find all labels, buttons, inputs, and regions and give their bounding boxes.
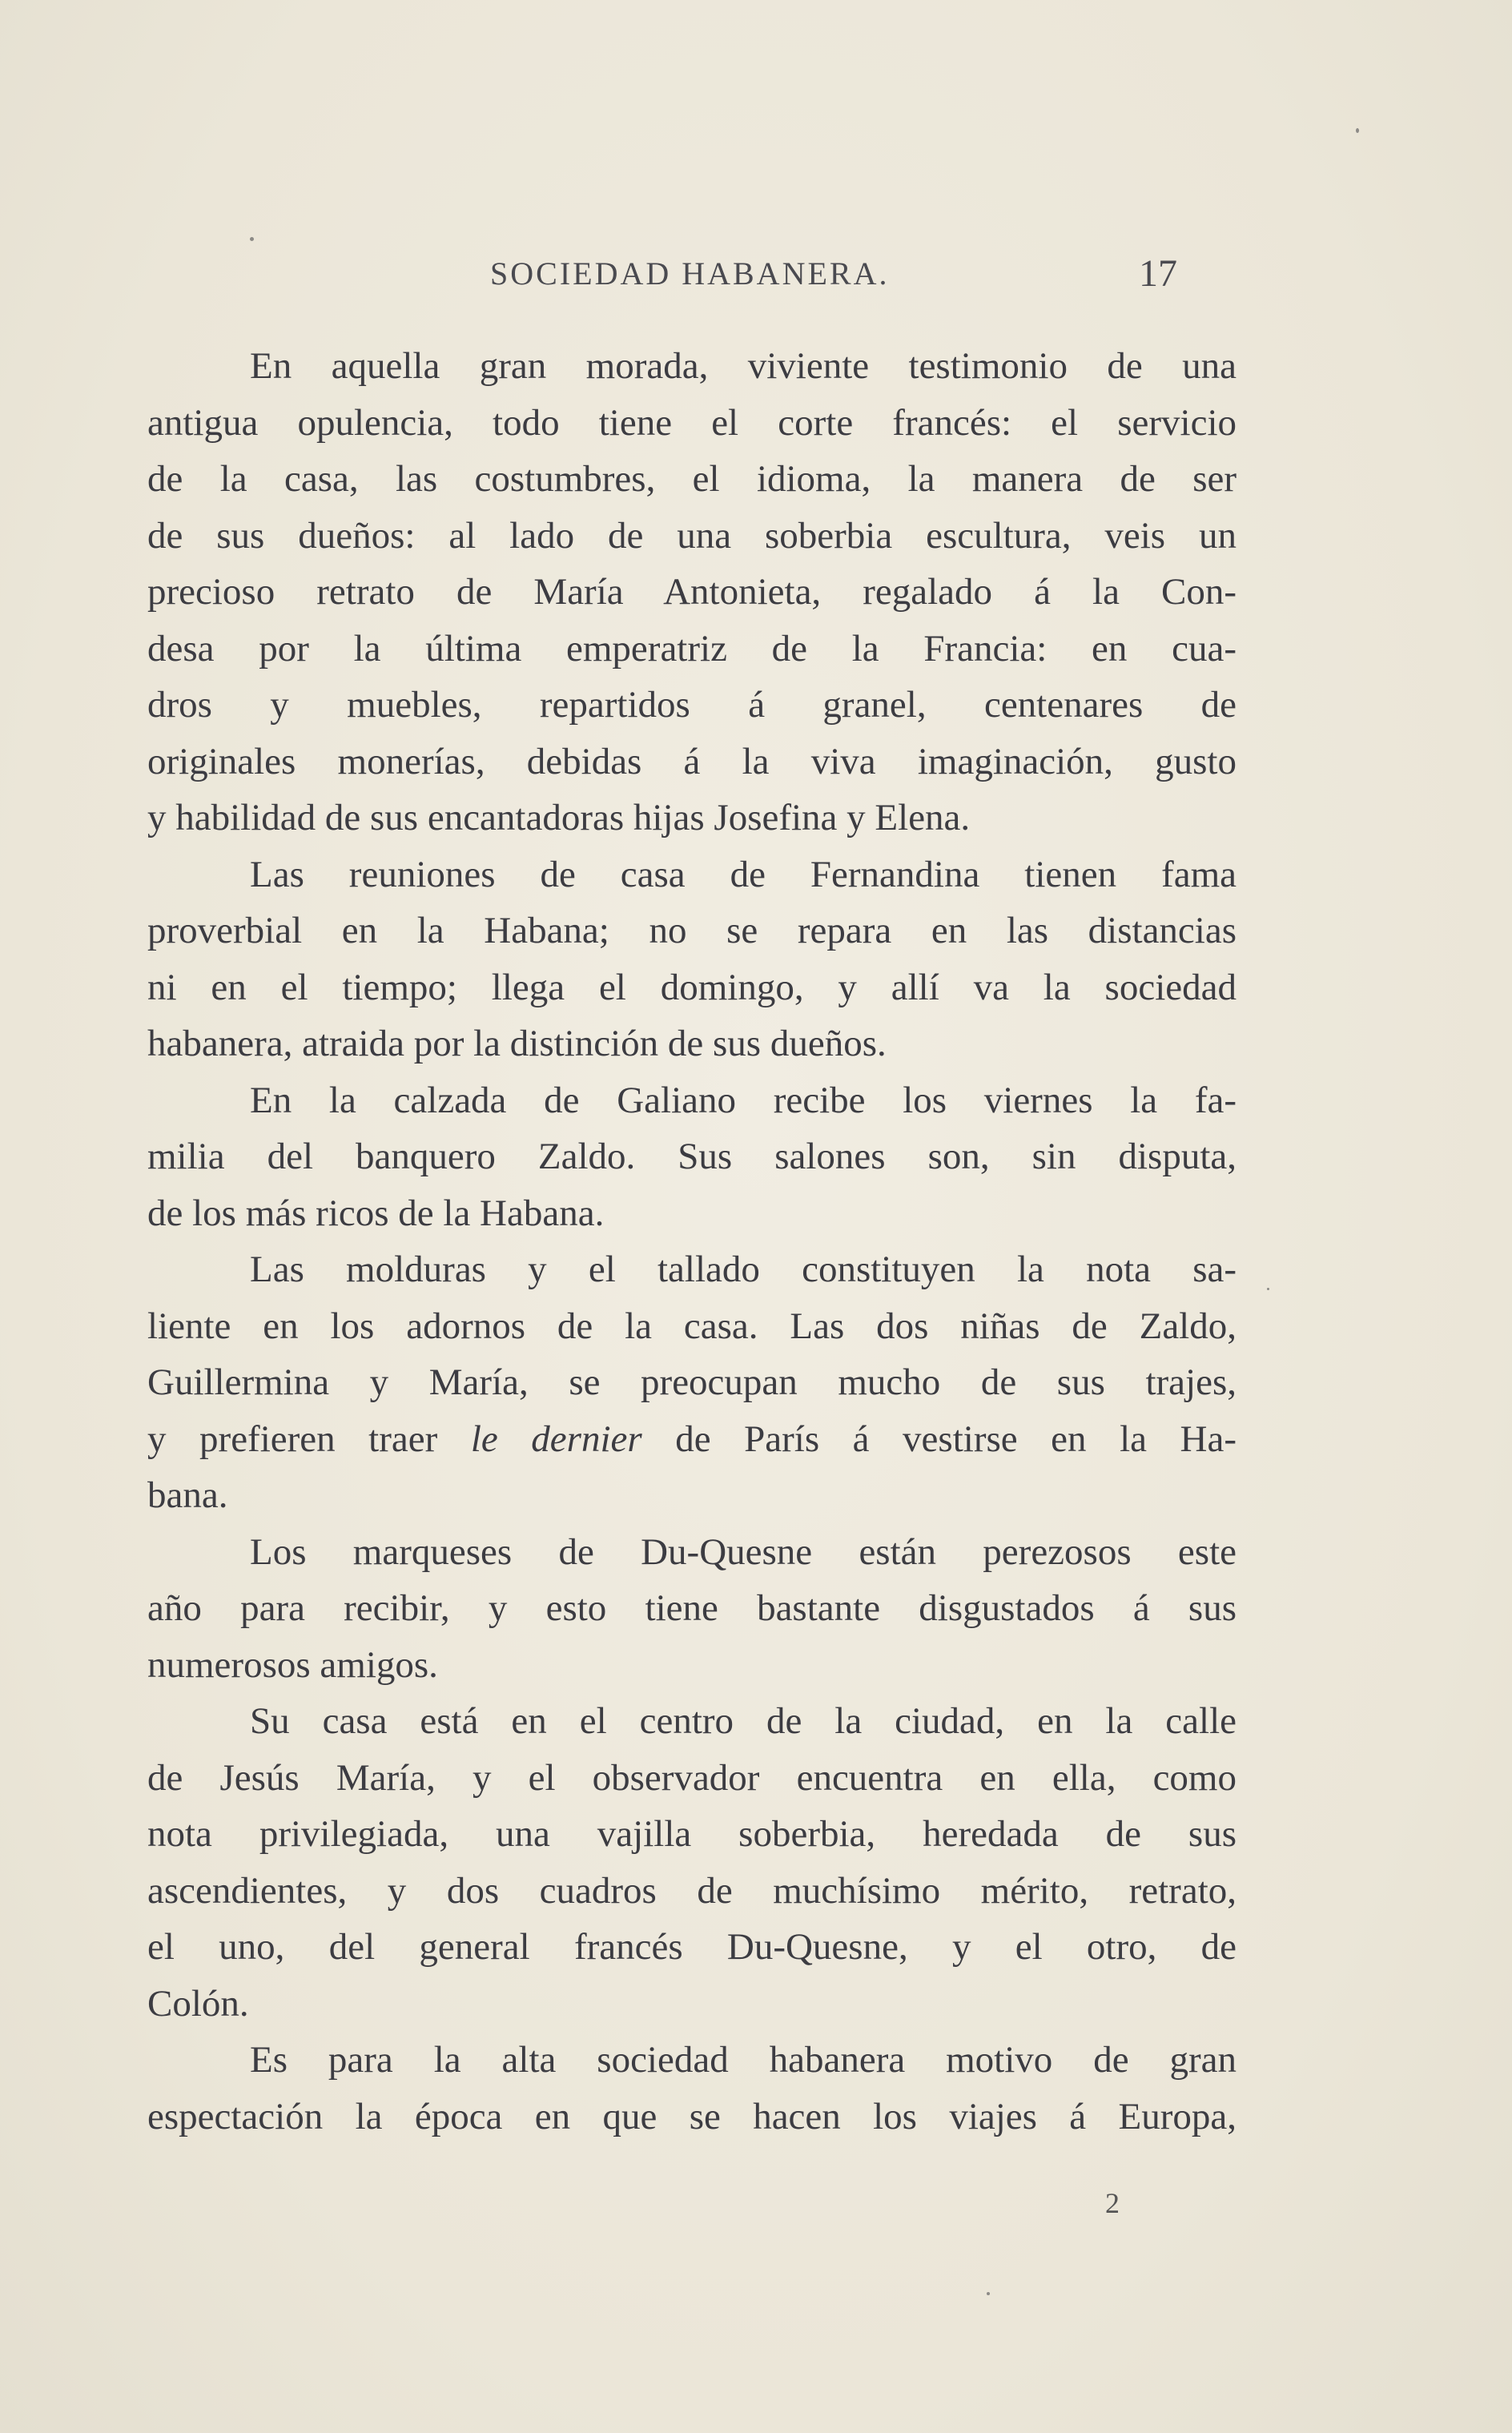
text-line: En la calzada de Galiano recibe los viernes la fa- xyxy=(250,1079,1237,1121)
text-line: antigua opulencia, todo tiene el corte francés: el servicio xyxy=(147,401,1237,444)
text-line: precioso retrato de María Antonieta, regalado á la Con- xyxy=(147,571,1237,613)
paper-speck xyxy=(1267,1288,1269,1290)
text-line: espectación la época en que se hacen los viajes á Europa, xyxy=(147,2095,1237,2137)
text-line: habanera, atraida por la distinción de sus dueños. xyxy=(147,1023,887,1064)
text-line: Colón. xyxy=(147,1982,249,2025)
text-line: originales monerías, debidas á la viva imaginación, gusto xyxy=(147,740,1237,782)
paper-speck xyxy=(250,237,254,241)
text-line: de Jesús María, y el observador encuentra en ella, como xyxy=(147,1756,1237,1799)
text-line: y habilidad de sus encantadoras hijas Josefina y Elena. xyxy=(147,797,971,838)
text-line: ni en el tiempo; llega el domingo, y allí va la sociedad xyxy=(147,966,1237,1008)
text-line: de los más ricos de la Habana. xyxy=(147,1192,605,1234)
text-line: de sus dueños: al lado de una soberbia escultura, veis un xyxy=(147,514,1237,557)
running-head xyxy=(490,252,1195,303)
text-segment: y prefieren traer xyxy=(147,1418,438,1460)
text-line: nota privilegiada, una vajilla soberbia, heredada de sus xyxy=(147,1813,1237,1855)
text-line: liente en los adornos de la casa. Las dos niñas de Zaldo, xyxy=(147,1305,1237,1347)
page-number: 17 xyxy=(1139,252,1177,295)
text-line-with-italic xyxy=(147,1411,1237,1468)
text-line: En aquella gran morada, viviente testimonio de una xyxy=(250,345,1237,387)
text-line: desa por la última emperatriz de la Francia: en cua- xyxy=(147,627,1237,670)
text-line: Las reuniones de casa de Fernandina tienen fama xyxy=(250,853,1237,895)
text-line: bana. xyxy=(147,1474,228,1516)
text-line: Es para la alta sociedad habanera motivo de gran xyxy=(250,2039,1237,2081)
text-line: Los marqueses de Du-Quesne están perezosos este xyxy=(250,1530,1237,1573)
text-line: Las molduras y el tallado constituyen la nota sa- xyxy=(250,1249,1237,1290)
text-line: proverbial en la Habana; no se repara en las distancias xyxy=(147,910,1237,951)
text-line: Su casa está en el centro de la ciudad, en la calle xyxy=(250,1700,1237,1742)
text-line: milia del banquero Zaldo. Sus salones son, sin disputa, xyxy=(147,1136,1237,1177)
italic-phrase: le dernier xyxy=(470,1418,642,1460)
text-line: Guillermina y María, se preocupan mucho de sus trajes, xyxy=(147,1361,1237,1403)
running-title: SOCIEDAD HABANERA. xyxy=(490,255,890,292)
text-line: el uno, del general francés Du-Quesne, y el otro, de xyxy=(147,1926,1237,1968)
text-segment: de París á vestirse en la Ha- xyxy=(675,1418,1237,1460)
paper-speck xyxy=(1356,128,1359,133)
text-line: numerosos amigos. xyxy=(147,1643,438,1686)
text-line: de la casa, las costumbres, el idioma, la manera de ser xyxy=(147,458,1237,500)
paper-speck xyxy=(987,2292,990,2295)
text-line: año para recibir, y esto tiene bastante disgustados á sus xyxy=(147,1587,1237,1629)
body-text xyxy=(147,338,1237,2180)
text-line: ascendientes, y dos cuadros de muchísimo mérito, retrato, xyxy=(147,1869,1237,1912)
text-line: dros y muebles, repartidos á granel, centenares de xyxy=(147,684,1237,726)
signature-mark: 2 xyxy=(1105,2187,1120,2219)
